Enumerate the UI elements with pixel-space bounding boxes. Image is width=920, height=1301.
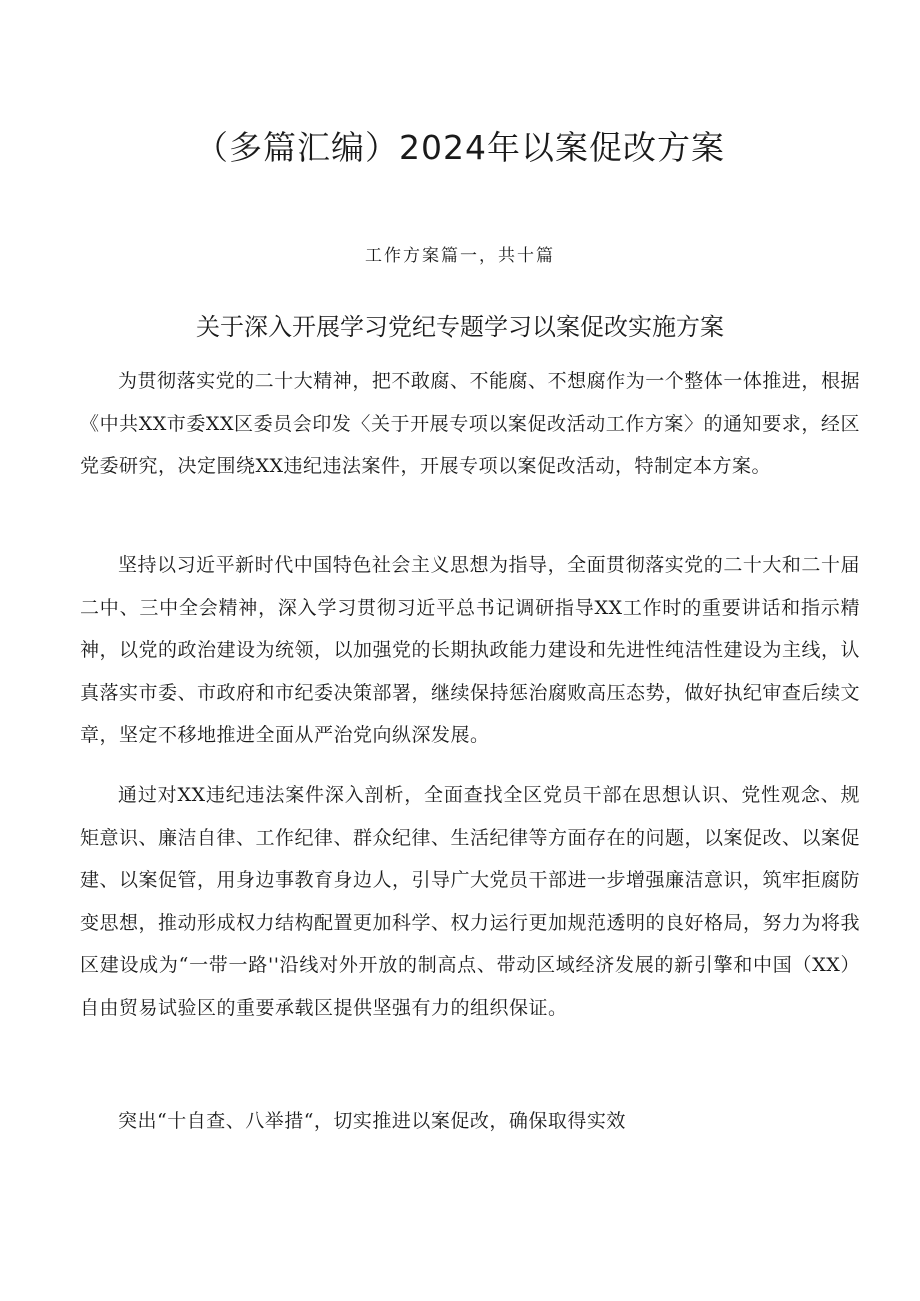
document-subtitle: 工作方案篇一，共十篇	[365, 246, 555, 266]
paragraph-guiding-thought: 坚持以习近平新时代中国特色社会主义思想为指导，全面贯彻落实党的二十大和二十届二中、三中全会精神，深入学习贯彻习近平总书记调研指导XX工作时的重要讲话和指示精神，以党的政治建设为统领，以加强党的长期执政能力建设和先进性纯洁性建设为主线，认真落实市委、市政府和市纪委决策部署，继续保持惩治腐败高压态势，做好执纪审查后续文章，坚定不移地推进全面从严治党向纵深发展。	[80, 554, 861, 746]
paragraph-objectives: 通过对XX违纪违法案件深入剖析，全面查找全区党员干部在思想认识、党性观念、规矩意识、廉洁自律、工作纪律、群众纪律、生活纪律等方面存在的问题，以案促改、以案促建、以案促管，用身边事教育身边人，引导广大党员干部进一步增强廉洁意识，筑牢拒腐防变思想，推动形成权力结构配置更加科学、权力运行更加规范透明的良好格局，努力为将我区建设成为“一带一路''沿线对外开放的制高点、带动区域经济发展的新引擎和中国（XX）自由贸易试验区的重要承载区提供坚强有力的组织保证。	[80, 784, 861, 1019]
paragraph-measures: 突出“十自查、八举措“，切实推进以案促改，确保取得实效	[118, 1110, 626, 1132]
document-title: （多篇汇编）2024年以案促改方案	[195, 128, 725, 167]
section-heading: 关于深入开展学习党纪专题学习以案促改实施方案	[196, 313, 724, 341]
paragraph-intro: 为贯彻落实党的二十大精神，把不敢腐、不能腐、不想腐作为一个整体一体推进，根据《中共XX市委XX区委员会印发〈关于开展专项以案促改活动工作方案〉的通知要求，经区党委研究，决定围绕XX违纪违法案件，开展专项以案促改活动，特制定本方案。	[80, 370, 860, 477]
